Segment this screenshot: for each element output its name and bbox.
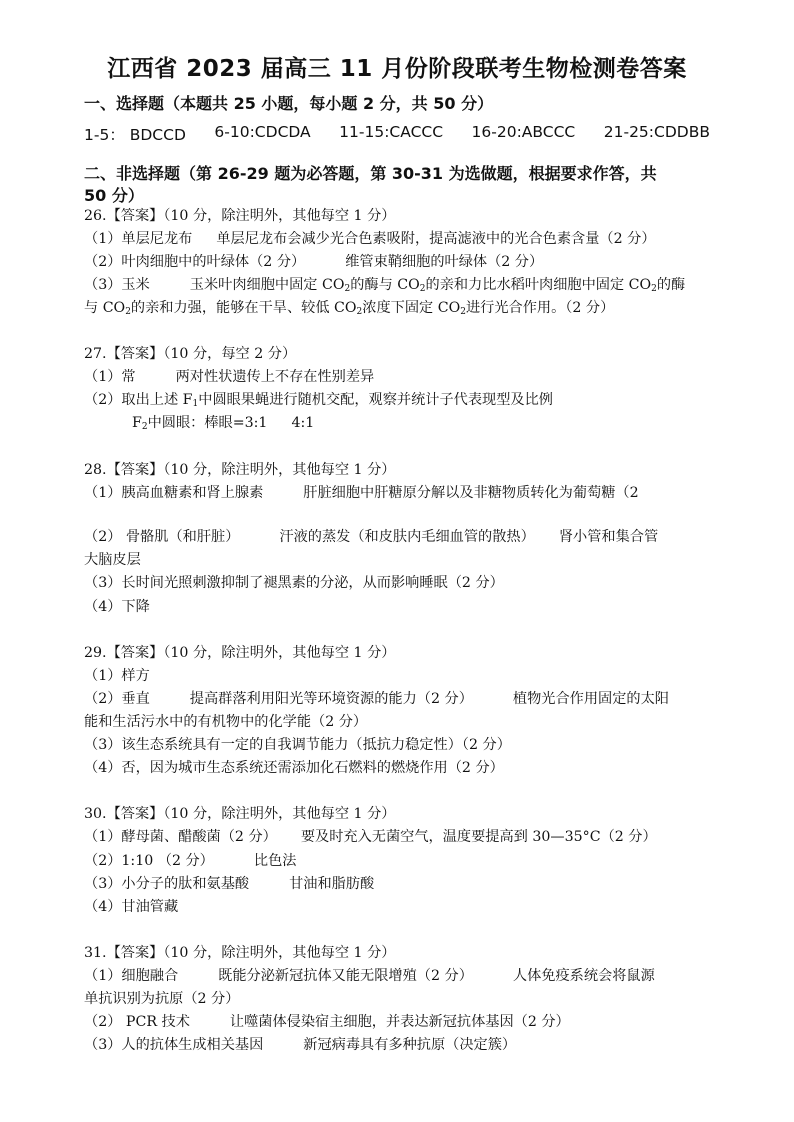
choice-answer-group: 1-5： BDCCD: [84, 126, 186, 144]
answer-line: 大脑皮层: [84, 552, 141, 568]
answer-line: （2） PCR 技术 让噬菌体侵染宿主细胞，并表达新冠抗体基因（2 分）: [84, 1014, 570, 1030]
answer-heading: 27.【答案】（10 分，每空 2 分）: [84, 346, 297, 362]
choice-answer-group: 11-15:CACCC: [339, 123, 444, 141]
answer-line: （1）样方: [84, 668, 150, 684]
answer-line: （1）胰高血糖素和肾上腺素 肝脏细胞中肝糖原分解以及非糖物质转化为葡萄糖（2: [84, 485, 639, 501]
answer-heading: 30.【答案】（10 分，除注明外，其他每空 1 分）: [84, 806, 396, 822]
section-heading-nonchoice: 二、非选择题（第 26-29 题为必答题，第 30-31 为选做题，根据要求作答，共: [84, 164, 657, 183]
answer-line: （2）取出上述 $F_1$中圆眼果蝇进行随机交配，观察并统计子代表现型及比例: [84, 392, 553, 409]
answer-line: （4）甘油管藏: [84, 899, 179, 915]
section-heading-choice: 一、选择题（本题共 25 小题，每小题 2 分，共 50 分）: [84, 94, 494, 113]
answer-line: （3）该生态系统具有一定的自我调节能力（抵抗力稳定性）（2 分）: [84, 737, 511, 753]
answer-line: （1）细胞融合 既能分泌新冠抗体又能无限增殖（2 分） 人体免疫系统会将鼠源: [84, 968, 655, 984]
answer-line: （2）垂直 提高群落利用阳光等环境资源的能力（2 分） 植物光合作用固定的太阳: [84, 691, 669, 707]
answer-line: （2）叶肉细胞中的叶绿体（2 分） 维管束鞘细胞的叶绿体（2 分）: [84, 254, 544, 270]
choice-answers: [84, 123, 710, 145]
answer-line: （4）否，因为城市生态系统还需添加化石燃料的燃烧作用（2 分）: [84, 760, 504, 776]
answer-line: （1）酵母菌、醋酸菌（2 分） 要及时充入无菌空气，温度要提高到 30—35°C（2 分）: [84, 829, 657, 845]
answer-heading: 26.【答案】（10 分，除注明外，其他每空 1 分）: [84, 208, 396, 224]
choice-answer-group: 21-25:CDDBB: [603, 123, 710, 141]
answer-line: （4）下降: [84, 599, 150, 615]
choice-answer-group: 16-20:ABCCC: [471, 123, 576, 141]
answer-line: （1）单层尼龙布 单层尼龙布会减少光合色素吸附，提高滤液中的光合色素含量（2 分）: [84, 231, 656, 247]
answer-line: （1）常 两对性状遗传上不存在性别差异: [84, 369, 375, 385]
answer-line: 单抗识别为抗原（2 分）: [84, 991, 240, 1007]
page-title: 江西省 2023 届高三 11 月份阶段联考生物检测卷答案: [107, 56, 687, 82]
answer-line: （2）1:10 （2 分） 比色法: [84, 853, 297, 869]
answer-line: （2） 骨骼肌（和肝脏） 汗液的蒸发（和皮肤内毛细血管的散热） 肾小管和集合管: [84, 529, 659, 545]
answer-line: $F_2$中圆眼：棒眼=3:1 4:1: [132, 415, 315, 432]
answer-line: （3）长时间光照刺激抑制了褪黑素的分泌，从而影响睡眠（2 分）: [84, 575, 504, 591]
answer-heading: 28.【答案】（10 分，除注明外，其他每空 1 分）: [84, 462, 396, 478]
answer-heading: 29.【答案】（10 分，除注明外，其他每空 1 分）: [84, 645, 396, 661]
answer-heading: 31.【答案】（10 分，除注明外，其他每空 1 分）: [84, 945, 396, 961]
answer-line: （3）玉米 玉米叶肉细胞中固定 $CO_2$的酶与 $CO_2$的亲和力比水稻叶肉细胞中固定 $CO_2$的酶: [84, 277, 686, 294]
answer-line: 能和生活污水中的有机物中的化学能（2 分）: [84, 714, 368, 730]
answer-line: 与 $CO_2$的亲和力强，能够在干旱、较低 $CO_2$浓度下固定 $CO_2$进行光合作用。（2 分）: [84, 300, 615, 317]
choice-answer-group: 6-10:CDCDA: [214, 123, 311, 141]
section-heading-nonchoice-cont: 50 分）: [84, 186, 144, 205]
answer-line: （3）小分子的肽和氨基酸 甘油和脂肪酸: [84, 876, 375, 892]
answer-line: （3）人的抗体生成相关基因 新冠病毒具有多种抗原（决定簇）: [84, 1037, 517, 1053]
